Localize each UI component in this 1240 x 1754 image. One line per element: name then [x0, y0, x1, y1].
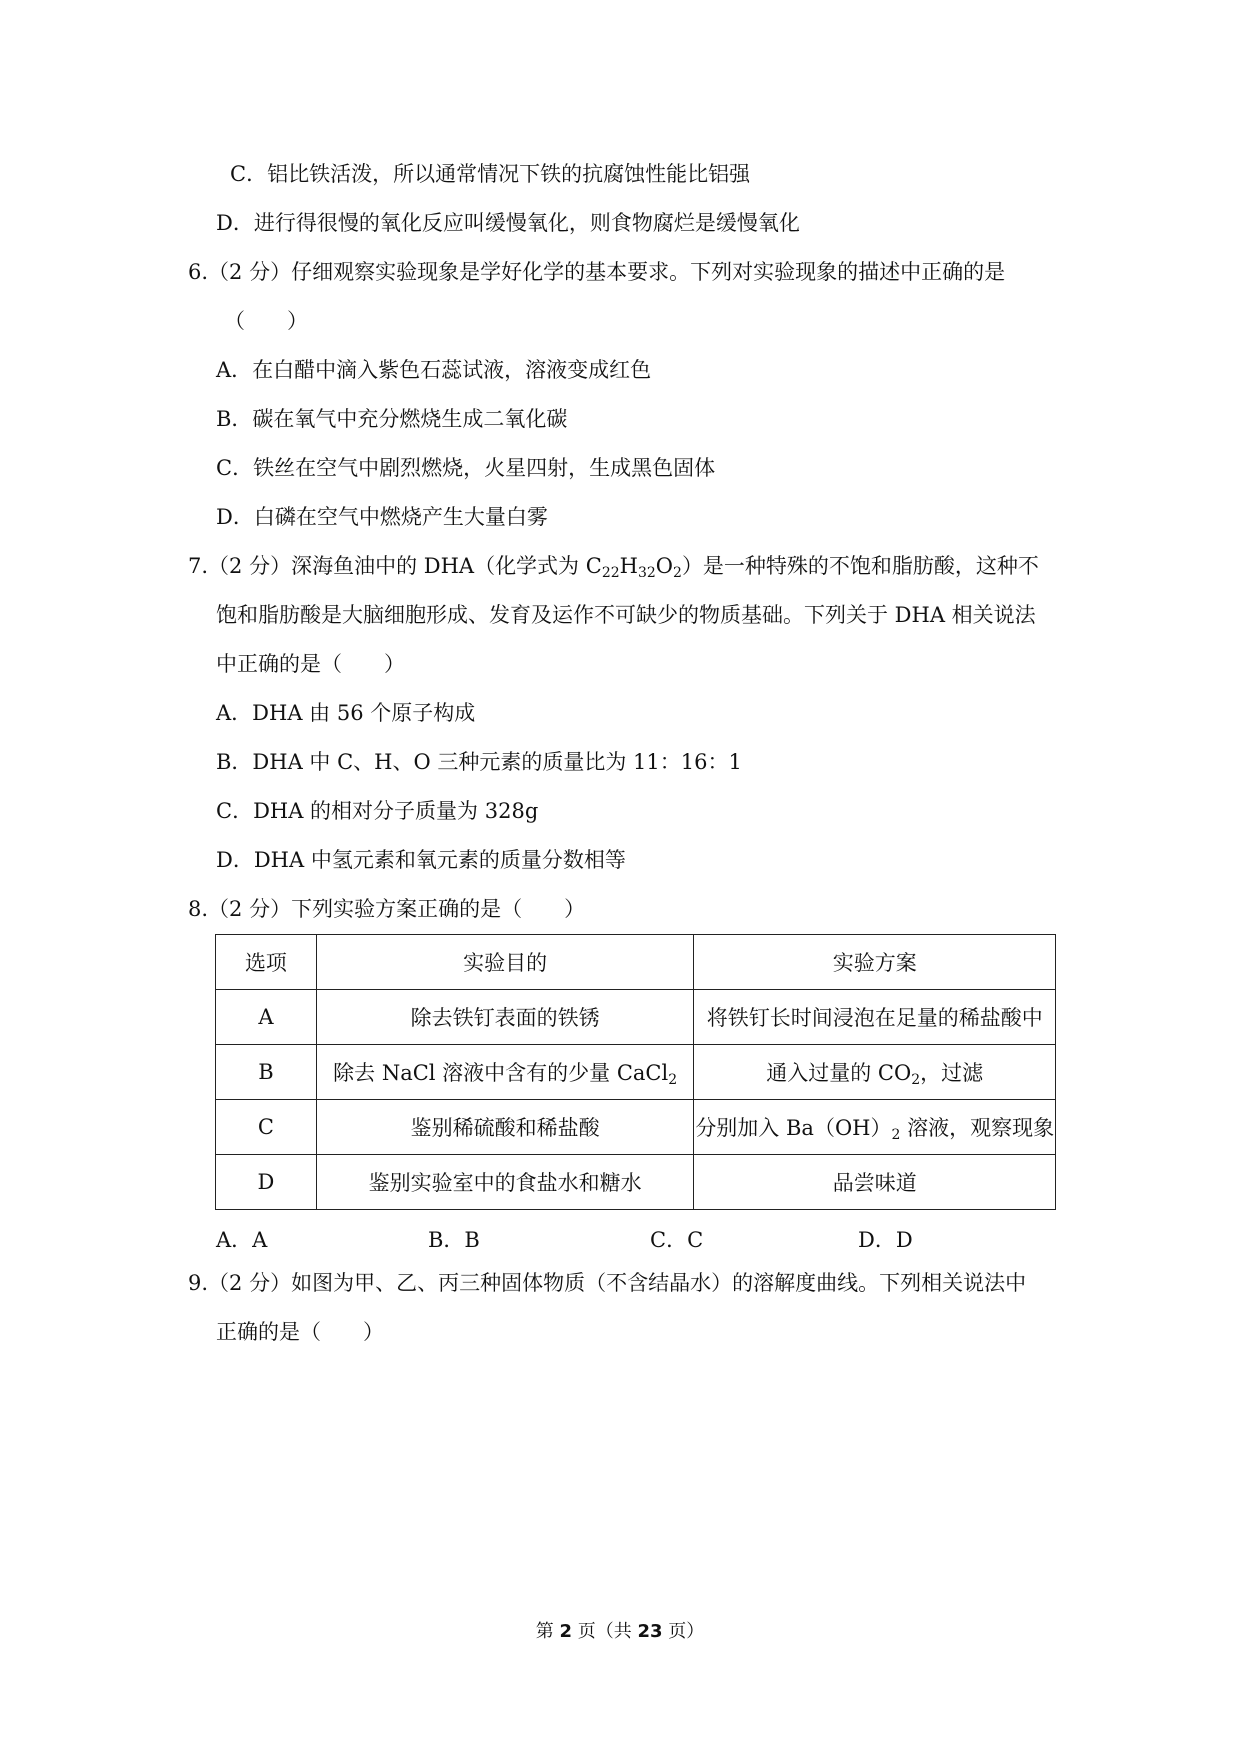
q7-formula-h-sub: 32 [637, 565, 656, 581]
table-row [216, 1155, 1056, 1210]
q7-stem-line2: 饱和脂肪酸是大脑细胞形成、发育及运作不可缺少的物质基础。下列关于 DHA 相关说法 [216, 603, 1036, 627]
q5-option-c: C．铝比铁活泼，所以通常情况下铁的抗腐蚀性能比铝强 [230, 162, 751, 186]
plan-subscript: 2 [891, 1127, 901, 1143]
q7-formula-h: H [619, 554, 638, 578]
q9-stem-line2: 正确的是（ ） [216, 1320, 384, 1344]
q8-experiment-table [215, 934, 1056, 1210]
footer-post: 页） [662, 1621, 705, 1642]
plan-subscript: 2 [911, 1072, 921, 1088]
table-cell-plan [694, 1100, 1056, 1155]
q8-answer-b: B．B [428, 1228, 480, 1252]
purpose-subscript: 2 [668, 1072, 678, 1088]
q7-option-b: B．DHA 中 C、H、O 三种元素的质量比为 11：16：1 [216, 750, 742, 774]
q9-stem: 9.（2 分）如图为甲、乙、丙三种固体物质（不含结晶水）的溶解度曲线。下列相关说法中 [188, 1271, 1027, 1295]
table-header-plan: 实验方案 [694, 935, 1056, 990]
table-cell-plan [694, 1045, 1056, 1100]
footer-page-number: 2 [559, 1621, 572, 1642]
plan-text-post: 溶液，观察现象 [900, 1116, 1055, 1140]
q6-option-c: C．铁丝在空气中剧烈燃烧，火星四射，生成黑色固体 [216, 456, 716, 480]
q6-option-d: D．白磷在空气中燃烧产生大量白雾 [216, 505, 548, 529]
table-cell-option: D [216, 1155, 317, 1210]
purpose-text: 除去 NaCl 溶液中含有的少量 CaCl [333, 1061, 669, 1085]
table-row [216, 1100, 1056, 1155]
q7-stem-post: ）是一种特殊的不饱和脂肪酸，这种不 [681, 554, 1039, 578]
table-cell-option: B [216, 1045, 317, 1100]
q8-stem: 8.（2 分）下列实验方案正确的是（ ） [188, 897, 586, 921]
q6-paren: （ ） [224, 309, 308, 333]
table-cell-purpose [316, 1045, 694, 1100]
q8-answer-a: A．A [216, 1228, 268, 1252]
q7-formula-c-sub: 22 [601, 565, 620, 581]
footer-total-pages: 23 [637, 1621, 663, 1642]
q7-option-d: D．DHA 中氢元素和氧元素的质量分数相等 [216, 848, 626, 872]
table-cell-plan: 将铁钉长时间浸泡在足量的稀盐酸中 [694, 990, 1056, 1045]
q7-option-c: C．DHA 的相对分子质量为 328g [216, 799, 539, 823]
table-cell-option: C [216, 1100, 317, 1155]
page-footer [0, 1617, 1240, 1643]
q6-option-b: B．碳在氧气中充分燃烧生成二氧化碳 [216, 407, 568, 431]
q7-formula-o: O [655, 554, 674, 578]
q5-option-d: D．进行得很慢的氧化反应叫缓慢氧化，则食物腐烂是缓慢氧化 [216, 211, 800, 235]
table-cell-plan: 品尝味道 [694, 1155, 1056, 1210]
q7-option-a: A．DHA 由 56 个原子构成 [216, 701, 476, 725]
q7-stem [188, 554, 1039, 581]
q7-stem-pre: 7.（2 分）深海鱼油中的 DHA（化学式为 C [188, 554, 602, 578]
table-header-row [216, 935, 1056, 990]
table-row [216, 1045, 1056, 1100]
footer-mid: 页（共 [572, 1621, 638, 1642]
table-cell-purpose: 除去铁钉表面的铁锈 [316, 990, 694, 1045]
table-cell-purpose: 鉴别实验室中的食盐水和糖水 [316, 1155, 694, 1210]
q7-formula-o-sub: 2 [673, 565, 682, 581]
plan-text-post: ，过滤 [920, 1061, 984, 1085]
q6-stem: 6.（2 分）仔细观察实验现象是学好化学的基本要求。下列对实验现象的描述中正确的是 [188, 260, 1006, 284]
q8-answer-c: C．C [650, 1228, 704, 1252]
plan-text-pre: 分别加入 Ba（OH） [695, 1116, 892, 1140]
q8-answer-d: D．D [858, 1228, 913, 1252]
q7-stem-line3: 中正确的是（ ） [216, 652, 405, 676]
table-header-purpose: 实验目的 [316, 935, 694, 990]
table-cell-option: A [216, 990, 317, 1045]
table-row [216, 990, 1056, 1045]
plan-text-pre: 通入过量的 CO [766, 1061, 912, 1085]
table-cell-purpose: 鉴别稀硫酸和稀盐酸 [316, 1100, 694, 1155]
footer-pre: 第 [535, 1621, 560, 1642]
q6-option-a: A．在白醋中滴入紫色石蕊试液，溶液变成红色 [216, 358, 652, 382]
table-header-option: 选项 [216, 935, 317, 990]
